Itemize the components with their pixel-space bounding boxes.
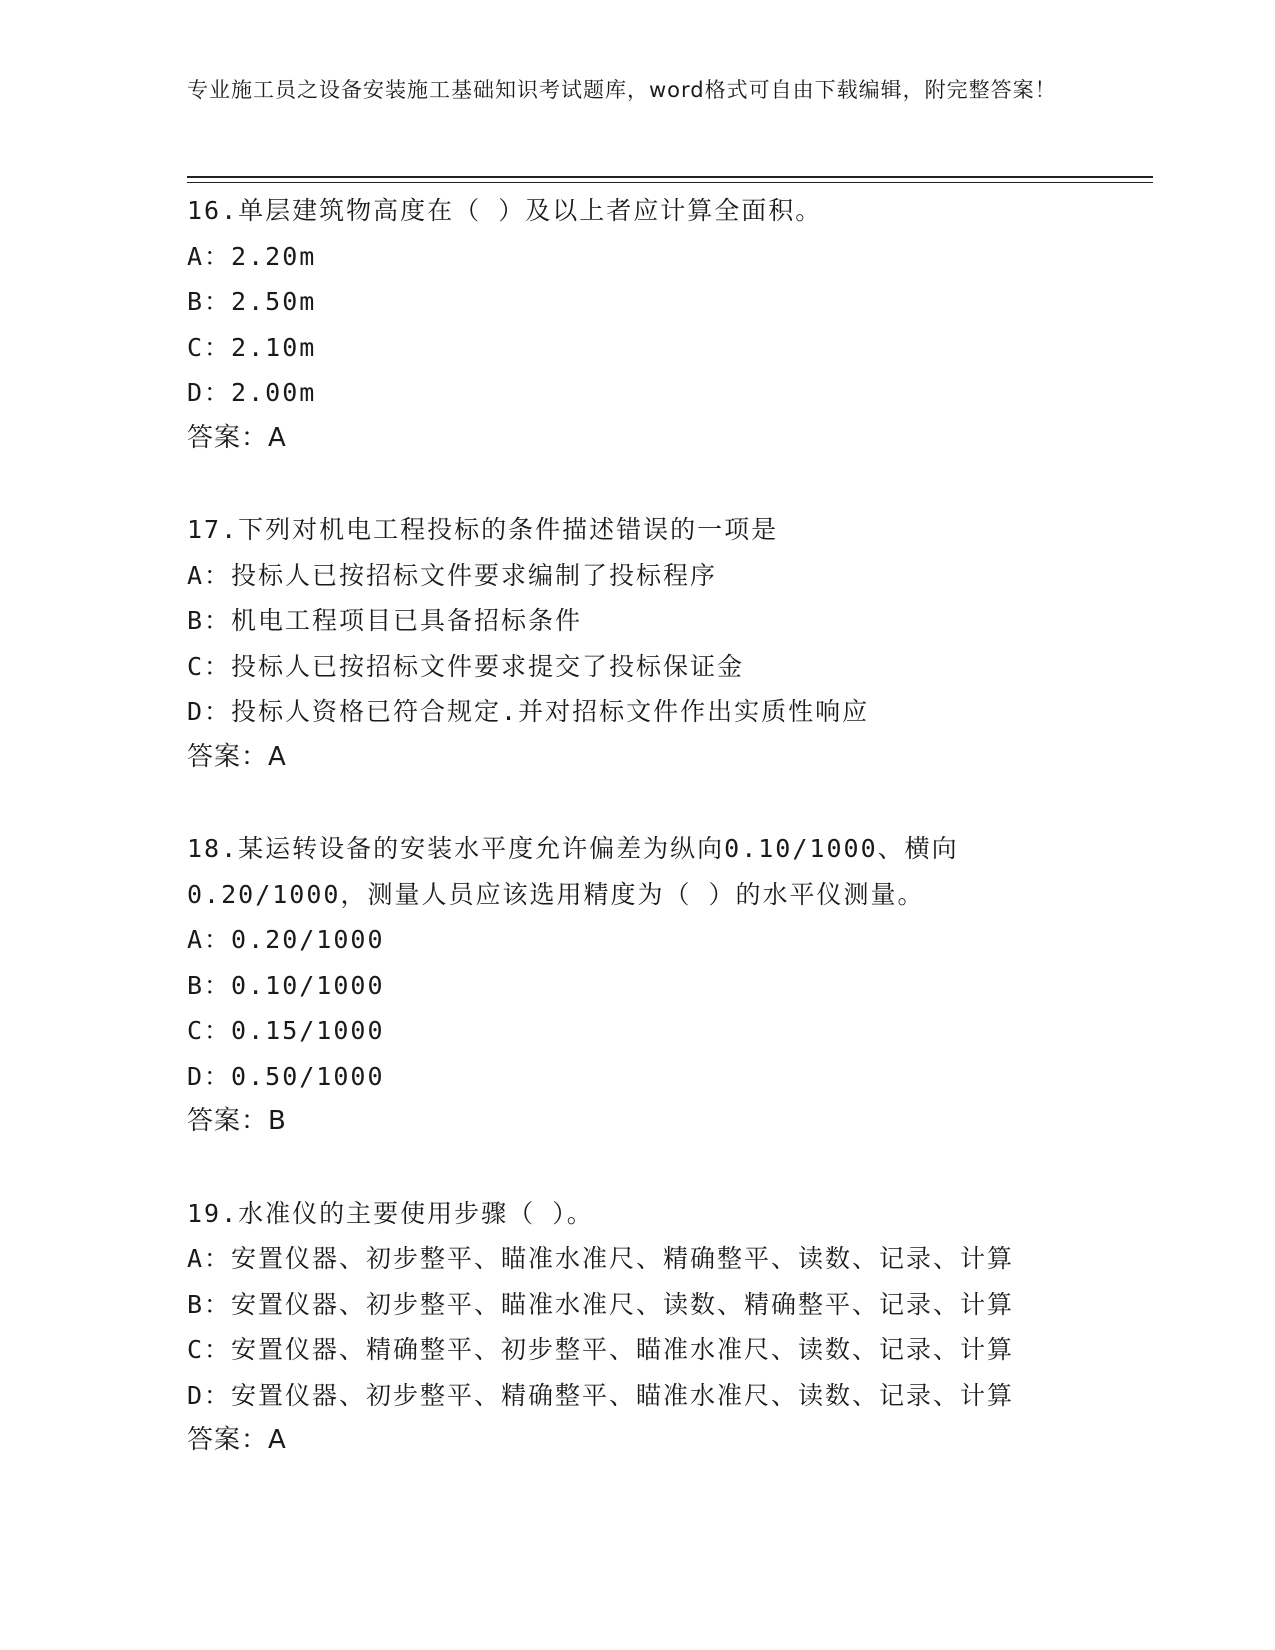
question-text bbox=[187, 188, 1147, 234]
option-c: C：2.10m bbox=[187, 332, 317, 362]
question-17 bbox=[187, 507, 1147, 780]
question-text bbox=[187, 1191, 1147, 1237]
question-line: 16.单层建筑物高度在（ ）及以上者应计算全面积。 bbox=[187, 196, 823, 225]
question-text bbox=[187, 507, 1147, 553]
option-a: A：投标人已按招标文件要求编制了投标程序 bbox=[187, 560, 718, 590]
option-a: A：2.20m bbox=[187, 241, 317, 271]
option-b: B：机电工程项目已具备招标条件 bbox=[187, 606, 583, 635]
question-line: 19.水准仪的主要使用步骤（ ）。 bbox=[187, 1198, 594, 1228]
option-c: C：0.15/1000 bbox=[187, 1016, 385, 1045]
option-d: D：2.00m bbox=[187, 378, 317, 407]
option-b: B：2.50m bbox=[187, 287, 317, 316]
option-a: A：安置仪器、初步整平、瞄准水准尺、精确整平、读数、记录、计算 bbox=[187, 1244, 1015, 1273]
option-c: C：投标人已按招标文件要求提交了投标保证金 bbox=[187, 651, 745, 681]
option-d: D：0.50/1000 bbox=[187, 1061, 385, 1091]
answer: 答案：A bbox=[187, 1425, 287, 1455]
option-d: D：投标人资格已符合规定.并对招标文件作出实质性响应 bbox=[187, 697, 870, 726]
question-18 bbox=[187, 826, 1147, 1145]
question-list bbox=[187, 188, 1147, 1510]
option-b: B：安置仪器、初步整平、瞄准水准尺、读数、精确整平、记录、计算 bbox=[187, 1289, 1015, 1319]
question-line: 0.20/1000，测量人员应该选用精度为（ ）的水平仪测量。 bbox=[187, 879, 925, 909]
answer: 答案：A bbox=[187, 741, 287, 772]
question-line: 17.下列对机电工程投标的条件描述错误的一项是 bbox=[187, 515, 779, 544]
answer: 答案：B bbox=[187, 1106, 287, 1136]
question-line: 18.某运转设备的安装水平度允许偏差为纵向0.10/1000、横向 bbox=[187, 834, 959, 863]
question-text bbox=[187, 826, 1147, 917]
option-d: D：安置仪器、初步整平、精确整平、瞄准水准尺、读数、记录、计算 bbox=[187, 1380, 1015, 1410]
document-header: 专业施工员之设备安装施工基础知识考试题库，word格式可自由下载编辑，附完整答案！ bbox=[187, 78, 1057, 102]
option-b: B：0.10/1000 bbox=[187, 970, 385, 1000]
header-divider-thick bbox=[187, 176, 1153, 178]
answer: 答案：A bbox=[187, 422, 287, 453]
question-19 bbox=[187, 1191, 1147, 1464]
question-16 bbox=[187, 188, 1147, 461]
option-c: C：安置仪器、精确整平、初步整平、瞄准水准尺、读数、记录、计算 bbox=[187, 1335, 1015, 1364]
option-a: A：0.20/1000 bbox=[187, 925, 385, 954]
header-divider-thin bbox=[187, 182, 1153, 183]
